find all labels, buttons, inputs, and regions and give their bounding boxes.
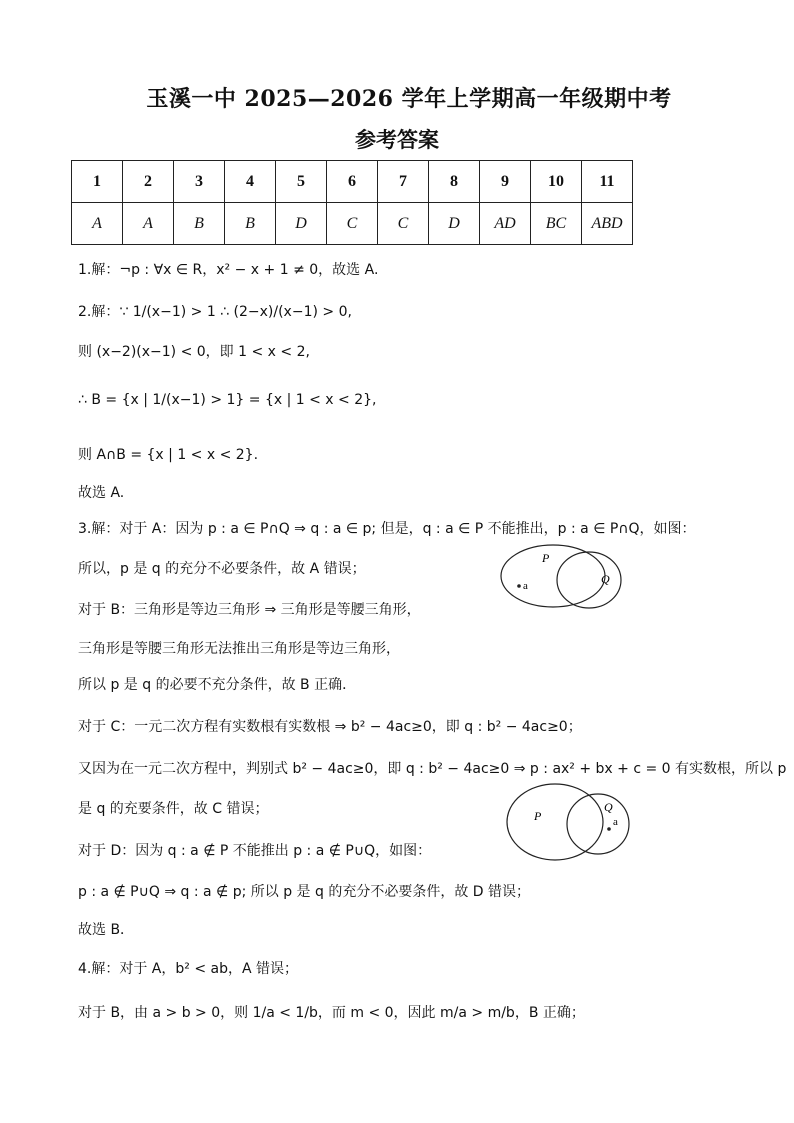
solution-line-13: 又因为在一元二次方程中，判别式 b² − 4ac≥0，即 q : b² − 4ac≥0 ⇒ p : ax² + bx + c = 0 有实数根，所以 p [78,761,787,777]
question-number: 9 [480,161,531,203]
document-title: 玉溪一中 2025—2026 学年上学期高一年级期中考 [146,86,672,112]
question-number: 4 [225,161,276,203]
answer-cell: B [174,203,225,245]
answer-cell: D [429,203,480,245]
solution-line-10: 三角形是等腰三角形无法推出三角形是等边三角形， [78,641,400,657]
solution-line-5: 则 A∩B = {x | 1 < x < 2}. [78,447,259,463]
solution-line-2: 2.解：∵ 1/(x−1) > 1 ∴ (2−x)/(x−1) > 0, [78,304,352,320]
answer-table-numbers-row [72,161,633,203]
answer-cell: D [276,203,327,245]
venn-label-a: a [523,580,528,592]
solution-line-9: 对于 B：三角形是等边三角形 ⇒ 三角形是等腰三角形， [78,602,421,618]
solution-line-16: p : a ∉ P∪Q ⇒ q : a ∉ p; 所以 p 是 q 的充分不必要条件，故 D 错误； [78,884,531,900]
question-number: 3 [174,161,225,203]
venn-diagram-1 [498,540,628,620]
solution-line-18: 4.解：对于 A，b² < ab，A 错误； [78,961,299,977]
question-number: 1 [72,161,123,203]
question-number: 10 [531,161,582,203]
question-number: 8 [429,161,480,203]
solution-line-14: 是 q 的充要条件，故 C 错误； [78,801,269,817]
answer-cell: C [378,203,429,245]
solution-line-8: 所以，p 是 q 的充分不必要条件，故 A 错误； [78,561,366,577]
venn-label-q: Q [604,800,613,814]
venn-circle-q [557,552,621,608]
answer-cell: A [123,203,174,245]
solution-line-11: 所以 p 是 q 的必要不充分条件，故 B 正确． [78,677,357,693]
answer-table [71,160,633,245]
answer-cell: AD [480,203,531,245]
solution-line-6: 故选 A. [78,485,125,501]
answer-cell: ABD [582,203,633,245]
solution-line-3: 则 (x−2)(x−1) < 0，即 1 < x < 2, [78,344,310,360]
venn-point [607,827,611,831]
solution-line-7: 3.解：对于 A：因为 p : a ∈ P∩Q ⇒ q : a ∈ p; 但是，q : a ∈ P 不能推出，p : a ∈ P∩Q，如图： [78,521,696,537]
answer-cell: C [327,203,378,245]
venn-label-q: Q [601,572,610,586]
solution-line-15: 对于 D：因为 q : a ∉ P 不能推出 p : a ∉ P∪Q，如图： [78,843,432,859]
venn-circle-p [501,545,605,607]
solution-line-12: 对于 C：一元二次方程有实数根有实数根 ⇒ b² − 4ac≥0，即 q : b² − 4ac≥0； [78,719,582,735]
question-number: 5 [276,161,327,203]
solution-line-17: 故选 B． [78,922,135,938]
venn-label-p: P [534,809,542,823]
answer-cell: B [225,203,276,245]
answer-table-answers-row [72,203,633,245]
venn-circle-q [567,794,629,854]
solution-line-1: 1.解：¬p : ∀x ∈ R，x² − x + 1 ≠ 0，故选 A. [78,262,379,278]
venn-label-p: P [542,551,550,565]
question-number: 11 [582,161,633,203]
venn-label-a: a [613,816,618,828]
question-number: 7 [378,161,429,203]
question-number: 6 [327,161,378,203]
document-subtitle: 参考答案 [355,127,439,152]
question-number: 2 [123,161,174,203]
venn-point [517,584,521,588]
venn-diagram-2 [502,780,632,866]
solution-line-4: ∴ B = {x | 1/(x−1) > 1} = {x | 1 < x < 2}, [78,392,377,408]
answer-cell: A [72,203,123,245]
solution-line-19: 对于 B，由 a > b > 0，则 1/a < 1/b，而 m < 0，因此 m/a > m/b，B 正确； [78,1005,585,1021]
answer-cell: BC [531,203,582,245]
